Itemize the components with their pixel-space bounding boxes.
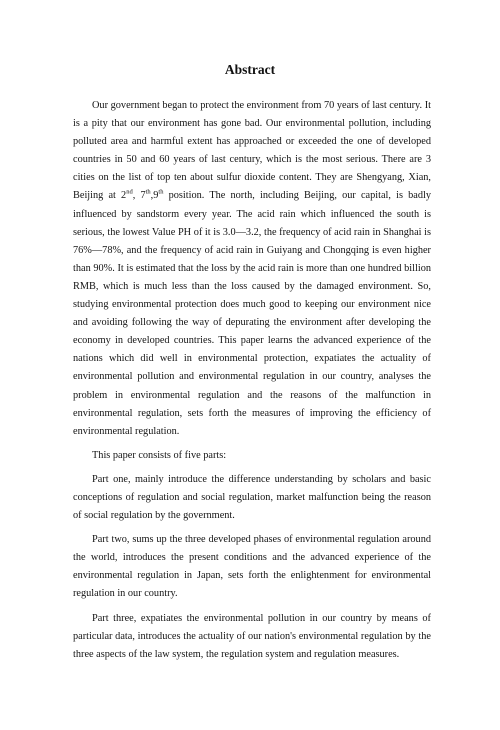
paragraph-part-one: Part one, mainly introduce the difference understanding by scholars and basic conceptions of regulation and social regulation, market malfunction being the reason of social regulation by the government. [73, 473, 431, 522]
ordinal-suffix: th [158, 189, 164, 197]
paragraph-part-two: Part two, sums up the three developed phases of environmental regulation around the world, introduces the present conditions and the advanced experience of the environmental regulation in Japan, sets forth the enlightenment for environmental regulation in our country. [73, 534, 431, 600]
paragraph-structure: This paper consists of five parts: [92, 449, 227, 461]
abstract-title: Abstract [224, 62, 276, 77]
ordinal-separator: ,9 [150, 190, 159, 202]
ordinal-suffix: th [145, 189, 151, 197]
ordinal-suffix: nd [126, 189, 133, 197]
paragraph-intro-text-b: position. The north, including Beijing, our capital, is badly influenced by sandstorm every year. The acid rain which influenced the south is serious, the lowest Value PH of it is 3.0—3.2, the frequency of acid rain in Shanghai is 76%—78%, and the frequency of acid rain in Guiyang and Chongqing is even higher than 90%. It is estimated that the loss by the acid rain is more than one hundred billion RMB, which is much less than the loss caused by the damaged environment. So, studying environmental protection does much good to keeping our environment nice and avoiding following the way of depurating the environment after developing the economy in developed countries. This paper learns the advanced experience of the nations which did well in environmental protection, expatiates the actuality of environmental pollution and environmental regulation in our country, analyses the problem in environmental regulation and the reasons of the malfunction in environmental regulation, sets forth the measures of improving the efficiency of environmental regulation. [73, 190, 432, 437]
paragraph-intro [73, 97, 431, 441]
paragraph-part-three: Part three, expatiates the environmental pollution in our country by means of particular data, introduces the actuality of our nation's environmental regulation by the three aspects of the law system, the regulation system and regulation measures. [73, 612, 431, 660]
abstract-body [73, 97, 431, 664]
paragraph-intro-text-a: Our government began to protect the environment from 70 years of last century. It is a pity that our environment has gone bad. Our environmental pollution, including polluted area and harmful extent has approached or exceeded the one of developed countries in 50 and 60 years of last century, which is the most serious. There are 3 cities on the list of top ten about sulfur dioxide content. They are Shengyang, Xian, Beijing at 2 [73, 100, 431, 202]
ordinal-separator: , 7 [132, 190, 146, 202]
